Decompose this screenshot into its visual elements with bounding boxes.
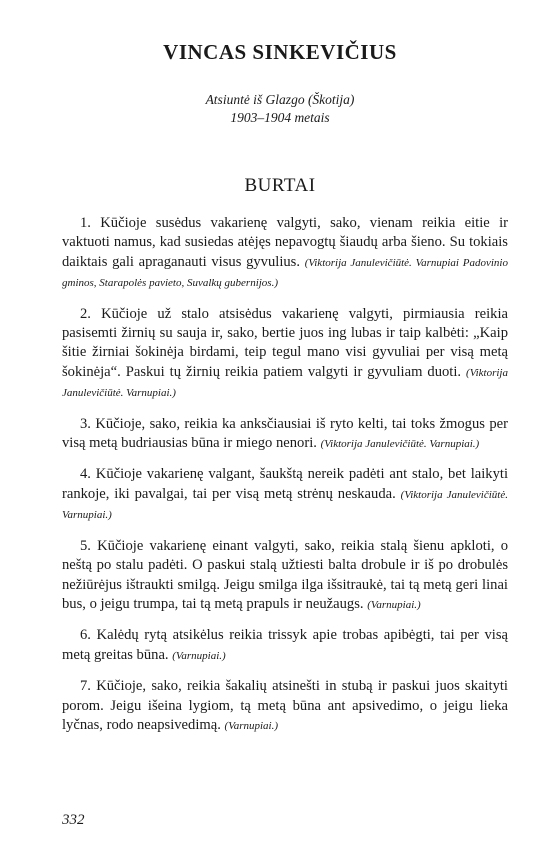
entry-source: (Varnupiai.) [367,598,421,611]
entry-text: 4. Kūčioje vakarienę valgant, šaukštą nereik padėti ant stalo, bet laikyti rankoje, iki pavalgai, tai per visą metą strėnų neskauda. [62,466,508,502]
entry-3 [62,415,508,455]
entry-text: 2. Kūčioje už stalo atsisėdus vakarienę valgyti, pirmiausia reikia pasisemti žirnių su sauja ir, sako, bertie juos ing lubas ir taip kalbėti: „Kaip šitie žirniai šokinėja birdami, teip tegul mano visi gyvuliai per visą metą šokinėja“. Paskui tų žirnių reikia patiem valgyti ir gyvuliam duoti. [62,305,508,380]
entry-text: 3. Kūčioje, sako, reikia ka anksčiausiai iš ryto kelti, tai toks žmogus per visą metą budriausias būna ir miego nenori. [62,415,508,452]
years-line: 1903–1904 metais [230,110,330,125]
author-heading: VINCAS SINKEVIČIUS [163,40,397,64]
page-number: 332 [62,812,85,828]
entry-source: (Varnupiai.) [172,649,226,662]
entry-7 [62,677,508,736]
entry-source: (Viktorija Janulevičiūtė. Varnupiai.) [320,438,480,451]
entry-5 [62,537,508,616]
sent-from-line: Atsiuntė iš Glazgo (Škotija) [205,92,355,107]
entries-body [62,214,508,747]
section-title: BURTAI [244,175,316,196]
entry-text: 1. Kūčioje susėdus vakarienę valgyti, sako, vienam reikia eitie ir vaktuoti namus, kad susiedas atėjęs nepavogtų šiaudų arba šieno. Su tokiais daiktais gali apraganauti visus gyvulius. [62,215,508,270]
entry-6 [62,626,508,666]
entry-text: 6. Kalėdų rytą atsikėlus reikia trissyk apie trobas apibėgti, tai per visą metą greitas būna. [62,627,508,663]
entry-2 [62,305,508,404]
entry-source: (Varnupiai.) [224,719,279,732]
entry-4 [62,465,508,525]
entry-text: 7. Kūčioje, sako, reikia šakalių atsinešti in stubą ir paskui juos skaityti porom. Jeigu išeina lygiom, tą metą būna ant apsivedimo, o jeigu lieka lyčnas, rodo neapsivedimą. [62,678,508,733]
entry-source: (Viktorija Janulevičiūtė. Varnupiai.) [62,488,508,522]
entry-1 [62,214,508,294]
entry-source: (Viktorija Janulevičiūtė. Varnupiai.) [62,366,508,400]
entry-source: (Viktorija Janulevičiūtė. Varnupiai Padovinio gminos, Starapolės pavieto, Suvalkų gubernijos.) [62,256,508,290]
entry-text: 5. Kūčioje vakarienę einant valgyti, sako, reikia stalą šienu apkloti, o neštą po stalu padėti. O paskui stalą užtiesti balta drobule ir iš po drobulės nežiūrėjus ištraukti smilgą. Jeigu smilga ilga išsitraukė, tai tą metą geri linai bus, o jeigu trumpa, tai tą metą prapuls ir neužaugs. [62,537,508,612]
